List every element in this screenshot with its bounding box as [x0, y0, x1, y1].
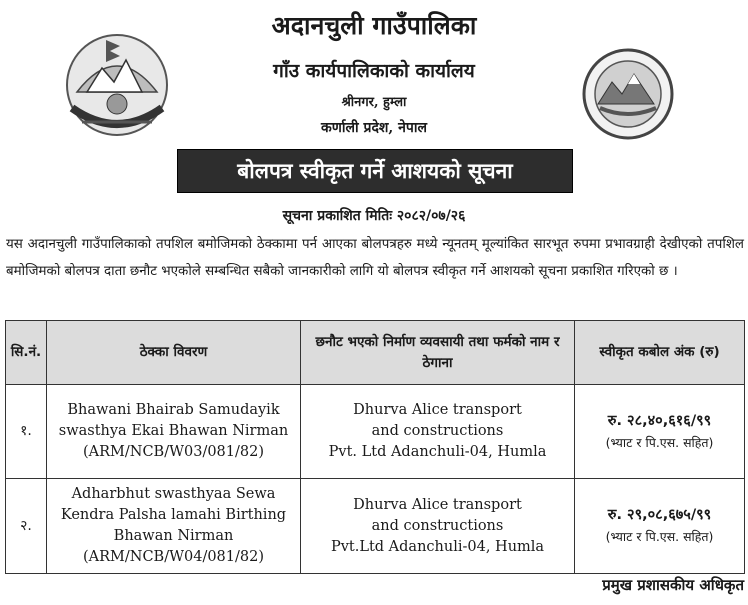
contract-line: (ARM/NCB/W03/081/82): [82, 444, 264, 460]
col-header-contract: ठेक्का विवरण: [47, 321, 301, 385]
municipality-logo-icon: [582, 48, 674, 140]
office-subtitle: गाँउ कार्यपालिकाको कार्यालय: [273, 60, 475, 82]
builder-line: and constructions: [371, 423, 504, 439]
col-header-sn: सि.नं.: [6, 321, 47, 385]
publication-date: सूचना प्रकाशित मितिः २०८२/०७/२६: [282, 208, 466, 224]
document-header: [0, 0, 748, 140]
col-header-amount: स्वीकृत कबोल अंक (रु): [575, 321, 745, 385]
row-amount: [575, 385, 745, 479]
bid-award-table: [5, 320, 745, 574]
builder-line: Dhurva Alice transport: [353, 496, 522, 513]
row-contract: [47, 479, 301, 574]
contract-line: Adharbhut swasthyaa Sewa: [71, 486, 276, 502]
row-sn: १.: [6, 385, 47, 479]
row-contract: [47, 385, 301, 479]
row-builder: [301, 385, 575, 479]
vat-note: (भ्याट र पि.एस. सहित): [605, 434, 714, 450]
contract-line: Kendra Palsha lamahi Birthing: [60, 507, 287, 523]
builder-line: Pvt.Ltd Adanchuli-04, Humla: [330, 538, 545, 555]
row-sn: २.: [6, 479, 47, 574]
table-header-row: [6, 321, 745, 385]
office-name: अदानचुली गाउँपालिका: [271, 11, 477, 40]
notice-banner: बोलपत्र स्वीकृत गर्ने आशयको सूचना: [177, 149, 573, 193]
amount-value: रु. २९,०८,६७५/९९: [607, 507, 712, 523]
amount-value: रु. २८,४०,६१६/९९: [607, 412, 712, 429]
office-location: श्रीनगर, हुम्ला: [341, 95, 407, 110]
contract-line: (ARM/NCB/W04/081/82): [82, 549, 264, 565]
office-province: कर्णाली प्रदेश, नेपाल: [321, 120, 427, 136]
table-row: [6, 479, 745, 574]
notice-paragraph: यस अदानचुली गाउँपालिकाको तपशिल बमोजिमको ठेक्कामा पर्न आएका बोलपत्रहरु मध्ये न्यूनतम् मूल्यांकित सारभूत रुपमा प्रभावग्राही देखीएको तपशिल बमोजिमको बोलपत्र दाता छनौट भएकोले सम्बन्धित सबैको जानकारीको लागि यो बोलपत्र स्वीकृत गर्ने आशयको सूचना प्रकाशित गरिएको छ ।: [6, 237, 744, 279]
builder-line: Pvt. Ltd Adanchuli-04, Humla: [328, 444, 547, 460]
builder-line: Dhurva Alice transport: [353, 402, 522, 418]
contract-line: swasthya Ekai Bhawan Nirman: [58, 423, 289, 439]
table-row: [6, 385, 745, 479]
row-amount: [575, 479, 745, 574]
contract-line: Bhawan Nirman: [113, 528, 234, 544]
contract-line: Bhawani Bhairab Samudayik: [67, 402, 280, 418]
vat-note: (भ्याट र पि.एस. सहित): [605, 529, 714, 544]
builder-line: and constructions: [371, 517, 504, 534]
row-builder: [301, 479, 575, 574]
col-header-builder: छनौट भएको निर्माण व्यवसायी तथा फर्मको नाम र ठेगाना: [301, 321, 575, 385]
signatory-title: प्रमुख प्रशासकीय अधिकृत: [602, 576, 744, 594]
